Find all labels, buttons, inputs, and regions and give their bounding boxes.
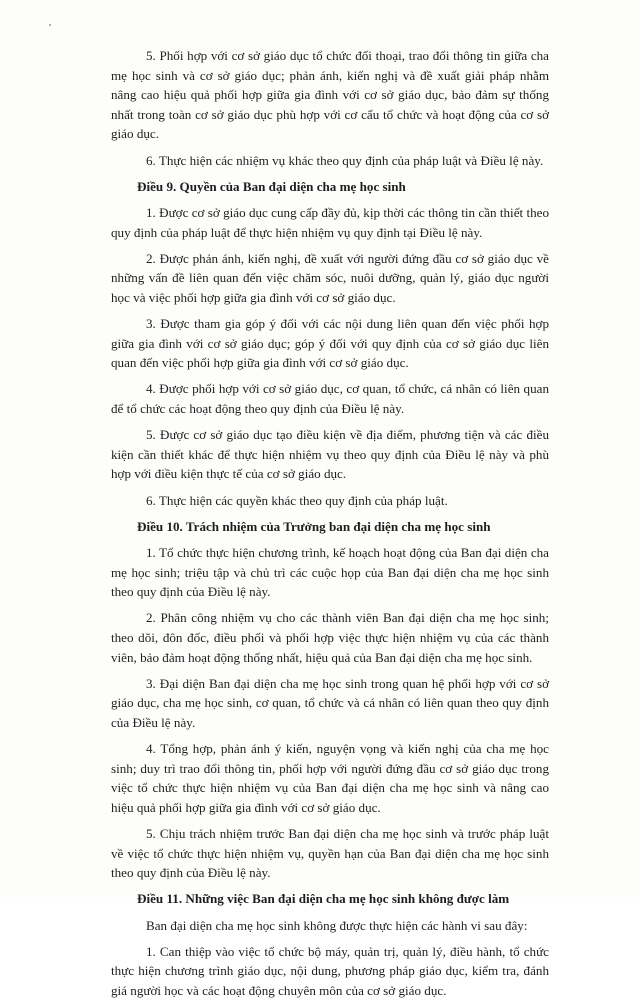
paragraph-dieu8-item6: 6. Thực hiện các nhiệm vụ khác theo quy định của pháp luật và Điều lệ này. xyxy=(146,152,544,168)
paragraph-dieu9-item6: 6. Thực hiện các quyền khác theo quy định của pháp luật. xyxy=(146,492,448,508)
paragraph-dieu9-item1: 1. Được cơ sở giáo dục cung cấp đầy đủ, kịp thời các thông tin cần thiết theo quy định của pháp luật để thực hiện nhiệm vụ quy định tại Điều lệ này. xyxy=(111,204,549,240)
paragraph-dieu9-item2: 2. Được phản ánh, kiến nghị, đề xuất với người đứng đầu cơ sở giáo dục về những vấn đề liên quan đến việc chăm sóc, nuôi dưỡng, quản lý, giáo dục người học và việc phối hợp giữa gia đình với cơ sở giáo dục. xyxy=(111,250,549,305)
paragraph-dieu10-item5: 5. Chịu trách nhiệm trước Ban đại diện cha mẹ học sinh và trước pháp luật về việc tổ chức thực hiện nhiệm vụ, quyền hạn của Ban đại diện cha mẹ học sinh theo quy định của Điều lệ này. xyxy=(111,826,549,881)
paragraph-dieu9-item5: 5. Được cơ sở giáo dục tạo điều kiện về địa điểm, phương tiện và các điều kiện cần thiết khác để thực hiện nhiệm vụ theo quy định của Điều lệ này và phù hợp với điều kiện thực tế của cơ sở giáo dục. xyxy=(111,427,549,482)
paragraph-dieu11-intro: Ban đại diện cha mẹ học sinh không được thực hiện các hành vi sau đây: xyxy=(146,917,528,933)
heading-dieu10: Điều 10. Trách nhiệm của Trưởng ban đại diện cha mẹ học sinh xyxy=(137,518,491,534)
paragraph-dieu10-item1: 1. Tổ chức thực hiện chương trình, kế hoạch hoạt động của Ban đại diện cha mẹ học sinh; triệu tập và chủ trì các cuộc họp của Ban đại diện cha mẹ học sinh theo quy định của Điều lệ này. xyxy=(111,545,549,600)
paragraph-dieu10-item2: 2. Phân công nhiệm vụ cho các thành viên Ban đại diện cha mẹ học sinh; theo dõi, đôn đốc, điều phối và phối hợp việc thực hiện nhiệm vụ của các thành viên, bảo đảm hoạt động thống nhất, hiệu quả của Ban đại diện cha mẹ học sinh. xyxy=(111,610,549,665)
paragraph-dieu8-item5: 5. Phối hợp với cơ sở giáo dục tổ chức đối thoại, trao đổi thông tin giữa cha mẹ học sinh và cơ sở giáo dục; phản ánh, kiến nghị và đề xuất giải pháp nhằm nâng cao hiệu quả phối hợp giữa gia đình với cơ sở giáo dục, bảo đảm sự thống nhất trong toàn cơ sở giáo dục phù hợp với cơ cấu tổ chức và hoạt động của cơ sở giáo dục. xyxy=(111,48,549,142)
document-body xyxy=(111,46,549,1007)
paragraph-dieu9-item3: 3. Được tham gia góp ý đối với các nội dung liên quan đến việc phối hợp giữa gia đình với cơ sở giáo dục; góp ý đối với quy định của cơ sở giáo dục liên quan đến việc phối hợp giữa gia đình với cơ sở giáo dục. xyxy=(111,316,549,371)
paragraph-dieu10-item3: 3. Đại diện Ban đại diện cha mẹ học sinh trong quan hệ phối hợp với cơ sở giáo dục, cha mẹ học sinh, cơ quan, tổ chức và cá nhân có liên quan theo quy định của Điều lệ này. xyxy=(111,675,549,730)
paragraph-dieu10-item4: 4. Tổng hợp, phản ánh ý kiến, nguyện vọng và kiến nghị của cha mẹ học sinh; duy trì trao đổi thông tin, phối hợp với người đứng đầu cơ sở giáo dục trong việc tổ chức thực hiện nhiệm vụ của Ban đại diện cha mẹ học sinh và nâng cao hiệu quả phối hợp giữa gia đình với cơ sở giáo dục. xyxy=(111,741,549,815)
paragraph-dieu11-item1: 1. Can thiệp vào việc tổ chức bộ máy, quản trị, quản lý, điều hành, tổ chức thực hiện chương trình giáo dục, nội dung, phương pháp giáo dục, kiểm tra, đánh giá người học và các hoạt động chuyên môn của cơ sở giáo dục. xyxy=(111,943,549,999)
heading-dieu11: Điều 11. Những việc Ban đại diện cha mẹ học sinh không được làm xyxy=(137,891,510,907)
scan-speck xyxy=(49,24,51,26)
heading-dieu9: Điều 9. Quyền của Ban đại diện cha mẹ học sinh xyxy=(137,178,406,194)
paragraph-dieu9-item4: 4. Được phối hợp với cơ sở giáo dục, cơ quan, tổ chức, cá nhân có liên quan để tổ chức các hoạt động theo quy định của Điều lệ này. xyxy=(111,381,549,417)
